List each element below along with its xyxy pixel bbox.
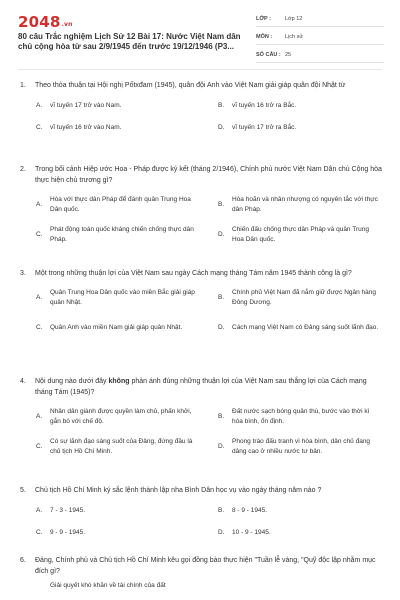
meta-subject-key: MÔN : [256,34,273,40]
option-b[interactable]: B. Chính phủ Việt Nam đã nắm giữ được Ngân hàng Đông Dương. [218,289,377,306]
option-c[interactable]: C. 9 - 9 - 1945. [36,529,86,536]
question-text: Nội dung nào dưới đây không phản ánh đúng những thuận lợi của Việt Nam sau thắng lợi của Cách mạng tháng Tám (1945)? [35,378,367,396]
option-a[interactable]: A. 7 - 3 - 1945. [36,507,86,514]
option-d[interactable]: D. Cách mạng Việt Nam có Đảng sáng suốt lãnh đạo. [218,324,379,331]
option-a[interactable]: A. Quân Trung Hoa Dân quốc vào miền Bắc giải giáp quân Nhật. [36,289,195,306]
document-header [0,0,400,62]
question-3 [20,268,382,341]
options-grid [36,97,382,137]
question-stem [20,485,382,496]
header-divider [18,69,382,70]
question-text: Chủ tịch Hồ Chí Minh ký sắc lệnh thành lập nha Bình Dân học vụ vào ngày tháng năm nào ? [35,487,322,494]
options-grid [36,192,382,248]
option-d[interactable]: D. Chiến đấu chống thực dân Pháp và quân Trung Hoa Dân quốc. [218,226,369,243]
question-stem [20,268,382,279]
meta-subject-row [256,30,384,45]
question-2 [20,164,382,248]
option-a[interactable]: A. vĩ tuyến 17 trở vào Nam. [36,102,122,109]
meta-subject-value: Lịch sử [285,34,304,40]
document-meta [256,12,384,66]
option-b[interactable]: B. 8 - 9 - 1945. [218,507,268,514]
question-stem [20,555,382,577]
question-number: 1. [20,82,26,89]
question-4 [20,376,382,460]
question-text: Đảng, Chính phủ và Chủ tịch Hồ Chí Minh kêu gọi đồng bào thực hiện "Tuần lễ vàng, "Quỹ độc lập nhằm mục đích gì? [35,557,376,575]
option-c[interactable]: C. Có sự lãnh đạo sáng suốt của Đảng, đứng đầu là chủ tịch Hồ Chí Minh. [36,438,193,455]
question-text: Theo thỏa thuận tại Hội nghị Pốtxđam (1945), quân đội Anh vào Việt Nam giải giáp quân đội Nhật từ [35,82,346,89]
option-a[interactable]: A. Nhân dân giành được quyền làm chủ, phấn khởi, gắn bó với chế độ. [36,408,192,425]
option-b[interactable]: B. Đất nước sạch bóng quân thù, bước vào thời kì hòa bình, ổn định. [218,408,370,425]
question-number: 2. [20,166,26,173]
options-grid [36,581,382,591]
question-6 [20,555,382,591]
question-stem [20,376,382,398]
options-grid [36,502,382,542]
question-1 [20,80,382,137]
option-a[interactable]: A. Hòa với thực dân Pháp để đánh quân Trung Hoa Dân quốc. [36,196,191,213]
meta-grade-value: Lớp 12 [285,16,303,22]
option-d[interactable]: D. 10 - 9 - 1945. [218,529,271,536]
document-title: 80 câu Trắc nghiệm Lịch Sử 12 Bài 17: Nước Việt Nam dân chủ cộng hòa từ sau 2/9/1945 đến trước 19/12/1946 (P3... [18,32,241,51]
question-number: 6. [20,557,26,564]
question-stem [20,80,382,91]
question-number: 5. [20,487,26,494]
emphasis-not: không [108,378,130,385]
meta-count-key: SỐ CÂU : [256,52,281,58]
question-stem [20,164,382,186]
option-d[interactable]: D. vĩ tuyến 17 trở ra Bắc. [218,124,297,131]
option-c[interactable]: C. vĩ tuyến 16 trở vào Nam. [36,124,122,131]
question-text: Một trong những thuận lợi của Việt Nam sau ngày Cách mạng tháng Tám năm 1945 thành công là gì? [35,270,352,277]
question-5 [20,485,382,542]
question-number: 3. [20,270,26,277]
question-text: Trong bối cảnh Hiệp ước Hoa - Pháp được ký kết (tháng 2/1946), Chính phủ nước Việt Nam Dân chủ Cộng hòa thực hiện chủ trương gì? [35,166,382,184]
meta-count-value: 25 [285,52,292,58]
meta-grade-row [256,12,384,27]
option-c[interactable]: C. Phát động toàn quốc kháng chiến chống thực dân Pháp. [36,226,194,243]
option-c[interactable]: C. Quân Anh vào miền Nam giải giáp quân Nhật. [36,324,183,331]
option-b[interactable]: B. vĩ tuyến 16 trở ra Bắc. [218,102,297,109]
site-logo[interactable]: 2048.vn [18,13,73,31]
option-b[interactable]: B. Hòa hoãn và nhân nhượng có nguyên tắc với thực dân Pháp. [218,196,378,213]
options-grid [36,404,382,460]
meta-count-row [256,48,384,63]
options-grid [36,285,382,341]
option-a[interactable]: Giải quyết khó khăn về tài chính của đất [50,582,166,589]
question-number: 4. [20,378,26,385]
option-d[interactable]: D. Phong trào đấu tranh vì hòa bình, dân chủ đang dâng cao ở nhiều nước tư bản. [218,438,371,455]
meta-grade-key: LỚP : [256,16,271,22]
